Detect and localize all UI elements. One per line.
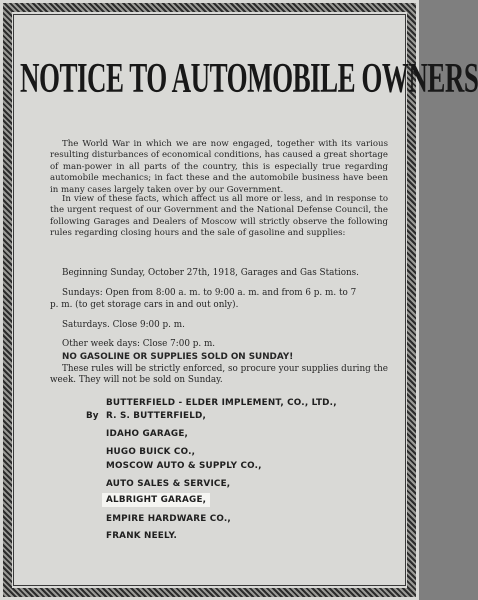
by-label: By (86, 411, 99, 421)
sunday-hours: Sundays: Open from 8:00 a. m. to 9:00 a. m. and from 6 p. m. to 7 (62, 288, 357, 298)
signatory-auto-sales: AUTO SALES & SERVICE, (106, 479, 231, 489)
weekday-hours: Other week days: Close 7:00 p. m. (62, 339, 216, 349)
sunday-hours-cont: p. m. (to get storage cars in and out only). (50, 300, 239, 310)
signatory-butterfield-elder: BUTTERFIELD - ELDER IMPLEMENT, CO., LTD., (106, 398, 337, 408)
beginning-date: Beginning Sunday, October 27th, 1918, Garages and Gas Stations. (62, 268, 359, 278)
no-sunday-sales: NO GASOLINE OR SUPPLIES SOLD ON SUNDAY! (62, 352, 294, 362)
paragraph-government: In view of these facts, which affect us all more or less, and in response to the urgent request of our Government and the National Defense Council, the following Garages and Dealers of Moscow will strictly observe the following rules regarding closing hours and the sale of gasoline and supplies: (50, 194, 388, 239)
paragraph-war: The World War in which we are now engaged, together with its various resulting disturbances of economical conditions, has caused a great shortage of man-power in all parts of the country, this is especially true regarding automobile mechanics; in fact these and the automobile business have been in many cases largely taken over by our Government. (50, 139, 388, 195)
signatory-idaho-garage: IDAHO GARAGE, (106, 429, 189, 439)
signatory-albright-garage: ALBRIGHT GARAGE, (102, 493, 210, 507)
signatory-hugo-buick: HUGO BUICK CO., (106, 447, 196, 457)
signatory-rs-butterfield: R. S. BUTTERFIELD, (106, 411, 207, 421)
paragraph-enforced: These rules will be strictly enforced, so procure your supplies during the week. They will not be sold on Sunday. (50, 364, 388, 386)
signatory-frank-neely: FRANK NEELY. (106, 531, 178, 541)
saturday-hours: Saturdays. Close 9:00 p. m. (62, 320, 185, 330)
signatory-moscow-auto: MOSCOW AUTO & SUPPLY CO., (106, 461, 262, 471)
notice-title: NOTICE TO AUTOMOBILE OWNERS (20, 55, 478, 102)
signatory-empire-hardware: EMPIRE HARDWARE CO., (106, 514, 231, 524)
signatory-albright-garage-wrap (106, 495, 210, 505)
